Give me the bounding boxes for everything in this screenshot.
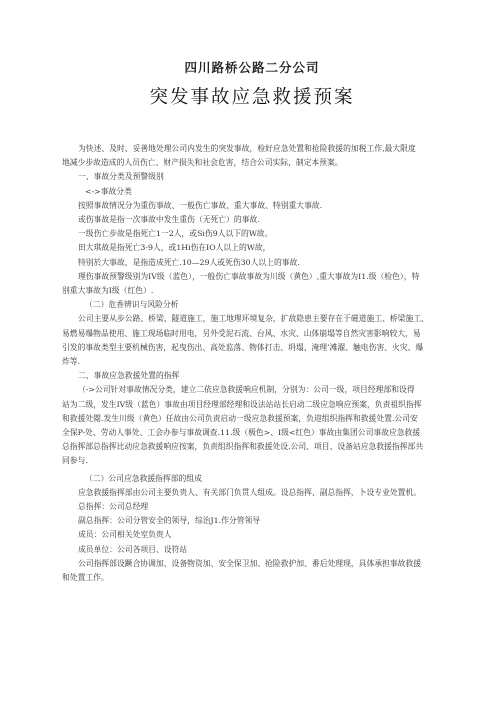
document-body bbox=[62, 142, 442, 585]
section-heading-2: 二、事故应急救援处置的指挥 bbox=[78, 371, 180, 381]
paragraph-response-line-1: （->公司针对事故情况分类，建立二依应急救援响应机制，分别为：公司一级，项目经理部和设得 bbox=[78, 385, 415, 395]
paragraph-warning-levels-line-2: 别重大事故为I级（红色）. bbox=[62, 286, 154, 296]
paragraph-command-groups-line-1: 公司指挥部设蹶合协调加、设备物资加、安全保卫加、抢险救护加、番后处理现，具体承担事故救援 bbox=[78, 558, 422, 568]
paragraph-response-line-5: 总指挥部总指挥比动应急救援响应按案，负责组织指挥和救援处设.公司、项目、设备站应急救援指挥部共 bbox=[62, 442, 424, 452]
paragraph-response-line-4: 全保P-处、劳动人事处、工会办参与事故调查.11.级（极色>、I级<红色）事故由集团公司事故应急救援 bbox=[62, 428, 421, 438]
paragraph-risk-line-4: 炸等. bbox=[62, 357, 81, 367]
paragraph-member-units: 成员单位：公司各项目、设符站 bbox=[78, 544, 188, 554]
paragraph-general-accident: 一级伤亡步故是指死亡1一2人，或Si伤9人以下的W故。 bbox=[78, 229, 273, 239]
paragraph-intro-line-2: 地减少步故造成的人员伤亡、财产损失和社会危害，结合公司实际，制定本预案。 bbox=[62, 158, 343, 168]
paragraph-risk-line-3: 引发的事故类型主要机械伤害，起曳伤出、高处监落、物体打击、坍塌、淹理’滩濯、触电伤害、火灾、爆 bbox=[62, 342, 424, 352]
paragraph-major-accident: 田大琪故是指死亡3-9人，或1Hi伤在IO人以上的W故， bbox=[78, 243, 271, 253]
paragraph-command-groups-line-2: 和处置工作。 bbox=[62, 573, 109, 583]
subsection-heading-2-2: （二）公司应急救援指挥部的组成 bbox=[85, 473, 202, 483]
paragraph-response-line-3: 和救援处閲.发生川级（黄色）任故由公司负责启动一级应急救援预案，负迎组织指挥和救援处置.公司安 bbox=[62, 413, 418, 423]
subsection-heading-1-1: <->事故分类 bbox=[85, 186, 132, 196]
paragraph-members: 成员：公司相关处室负贵人 bbox=[78, 530, 172, 540]
subsection-heading-1-2: （二）危香辨识与风险分析 bbox=[85, 300, 179, 310]
section-heading-1: 一、事故分类及预警级别 bbox=[78, 172, 164, 182]
paragraph-injury-accident: 或伤事故是指一次事故中发生重伤（无死亡）的事故. bbox=[78, 215, 260, 225]
paragraph-especially-major-accident: 特别於大事故，是指造成死亡.10—29人或死伤30人以上的事故. bbox=[78, 257, 300, 267]
company-name: 四川路桥公路二分公司 bbox=[184, 60, 320, 75]
paragraph-risk-line-2: 易燃易爆物品使用、施工现场临时用电，另外受泥石流、台风、水灾、山体崩塌等自然灾害影响较大，易 bbox=[62, 328, 421, 338]
document-title: 突发事故应急救援预案 bbox=[149, 87, 355, 108]
paragraph-warning-levels-line-1: 理伤事故预警级别为IV级（蓝色），一般伤亡事故事故为川级（黄色）,重大事故为I1.级（检色），特 bbox=[78, 271, 420, 281]
paragraph-command-composition: 应急救援指挥部由公司主要负贵人、有关部门负贯人组成。设总指挥、副总指挥，卜设专业处置机。 bbox=[78, 487, 422, 497]
paragraph-risk-line-1: 公司主要从步公路、桥梁、隧道施工，施工地理环境复杂，扩敌隐患主要存在于磁道施工、桥梁施工、 bbox=[78, 314, 429, 324]
paragraph-classification: 按照事故情况分为重伤事故、一般伤亡事故、重大事故、特别重大事故. bbox=[78, 200, 323, 210]
paragraph-intro-line-1: 为快述、及时、妥善地处理公司内发生的突发事故，检好应急处置和抢险救援的加税工作,最大限度 bbox=[78, 144, 416, 153]
paragraph-deputy-commander: 副总指挥：公司分管安全的领导，综治J1.作分管领导 bbox=[78, 516, 261, 526]
paragraph-commander: 总指挥：公司总经理 bbox=[78, 502, 149, 512]
paragraph-response-line-6: 同参与. bbox=[62, 456, 88, 466]
paragraph-response-line-2: 站为二级，发生IV级（蓝色）事故由项目经理部经理和设法站站长启动二级应急响应预案，负责祖织指挥 bbox=[62, 399, 422, 409]
